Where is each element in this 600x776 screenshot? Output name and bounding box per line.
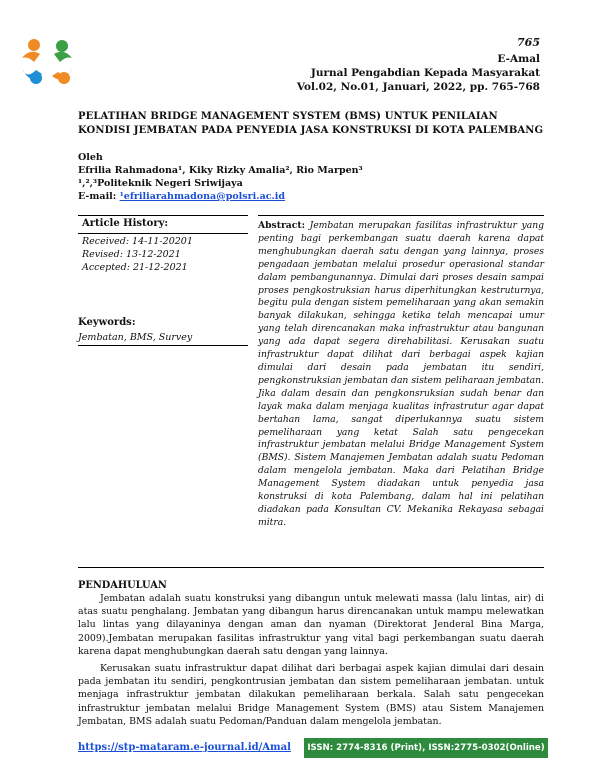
abstract-label: Abstract: <box>258 220 305 231</box>
abstract-text: Jembatan merupakan fasilitas infrastruktur yang penting bagi perkembangan suatu daerah karena dapat menghubungkan daerah satu dengan yang lainnya, proses pengadaan jembatan melalui prosedur operasional standar dalam pembangunannya. Dimulai dari proses desain sampai proses pengkostruksian harus diperhitungkan kestruturnya, begitu pula dengan sistem pemeliharaan yang akan semakin banyak dilakukan, sehingga ketika telah mencapai umur yang telah direncanakan maka infrastruktur atau bangunan yang ada dapat segera direhabilitasi. Kerusakan suatu infrastruktur dapat dilihat dari berbagai aspek kajian dimulai dari desain pada jembatan itu sendiri, pengkonstruksian jembatan dan sistem peliharaan jembatan. Jika dalam desain dan pengkonsruksian sudah benar dan layak maka dalam menjaga kualitas infrastrutur agar dapat bertahan lama, sangat diperlukannya suatu sistem pemeliharaan yang ketat Salah satu pengecekan infrastruktur jembatan melalui Bridge Management System (BMS). Sistem Manajemen Jembatan adalah suatu Pedoman dalam mengelola jembatan. Maka dari Pelatihan Bridge Management System diadakan untuk penyedia jasa konstruksi di kota Palembang, dalam hal ini pelatihan diadakan pada Konsultan CV. Mekanika Rekayasa sebagai mitra. <box>258 220 544 528</box>
email-line <box>78 190 285 203</box>
accepted-date: Accepted: 21-12-2021 <box>82 262 188 273</box>
by-label: Oleh <box>78 152 103 163</box>
received-date: Received: 14-11-20201 <box>82 236 193 247</box>
affiliation: ¹,²,³Politeknik Negeri Sriwijaya <box>78 178 243 189</box>
article-history-label: Article History: <box>82 218 169 229</box>
footer-url <box>78 742 291 753</box>
abstract <box>258 220 544 530</box>
left-sub-rule <box>78 233 248 234</box>
article-title: PELATIHAN BRIDGE MANAGEMENT SYSTEM (BMS) UNTUK PENILAIAN KONDISI JEMBATAN PADA PENYEDIA JASA KONSTRUKSI DI KOTA PALEMBANG <box>78 111 544 136</box>
section-heading: PENDAHULUAN <box>78 580 167 591</box>
journal-name: Jurnal Pengabdian Kepada Masyarakat <box>310 67 540 79</box>
intro-paragraph-1: Jembatan adalah suatu konstruksi yang dibangun untuk melewati massa (lalu lintas, air) di atas suatu penghalang. Jembatan yang dibangun harus direncanakan untuk mampu melewatkan lalu lintas yang dilayaninya dengan aman dan nyaman (Direktorat Jenderal Bina Marga, 2009).Jembatan merupakan fasilitas infrastruktur yang vital bagi perkembangan suatu daerah karena dapat menghubungkan daerah satu dengan yang lainnya. <box>78 593 544 657</box>
intro-body <box>78 592 544 728</box>
revised-date: Revised: 13-12-2021 <box>82 249 181 260</box>
journal-logo <box>18 36 76 88</box>
keywords-label: Keywords: <box>78 317 136 328</box>
right-top-rule <box>258 215 544 216</box>
volume-info: Vol.02, No.01, Januari, 2022, pp. 765-768 <box>296 81 540 93</box>
issn-bar: ISSN: 2774-8316 (Print), ISSN:2775-0302(Online) <box>304 738 548 758</box>
keywords-rule <box>78 345 248 346</box>
page-number: 765 <box>517 36 540 49</box>
left-top-rule <box>78 215 248 216</box>
journal-url-link[interactable]: https://stp-mataram.e-journal.id/Amal <box>78 742 291 753</box>
author-names: Efrilia Rahmadona¹, Kiky Rizky Amalia², Rio Marpen³ <box>78 165 363 176</box>
journal-short-name: E-Amal <box>497 53 540 65</box>
email-link[interactable]: ¹efriliarahmadona@polsri.ac.id <box>119 191 286 202</box>
email-label: E-mail: <box>78 191 120 202</box>
keywords-value: Jembatan, BMS, Survey <box>78 332 193 343</box>
logo-figure-orange <box>28 39 40 51</box>
intro-paragraph-2: Kerusakan suatu infrastruktur dapat dilihat dari berbagai aspek kajian dimulai dari desain pada jembatan itu sendiri, pengkontrusian jembatan dan sistem pemeliharaan jembatan. untuk menjaga infrastruktur jembatan dilakukan pemeliharaan berkala. Salah satu pengecekan infrastruktur jembatan melalui Bridge Management System (BMS) atau Sistem Manajemen Jembatan, BMS adalah suatu Pedoman/Panduan dalam mengelola jembatan. <box>78 663 544 727</box>
logo-figure-green <box>56 40 68 52</box>
bottom-rule <box>78 567 544 568</box>
